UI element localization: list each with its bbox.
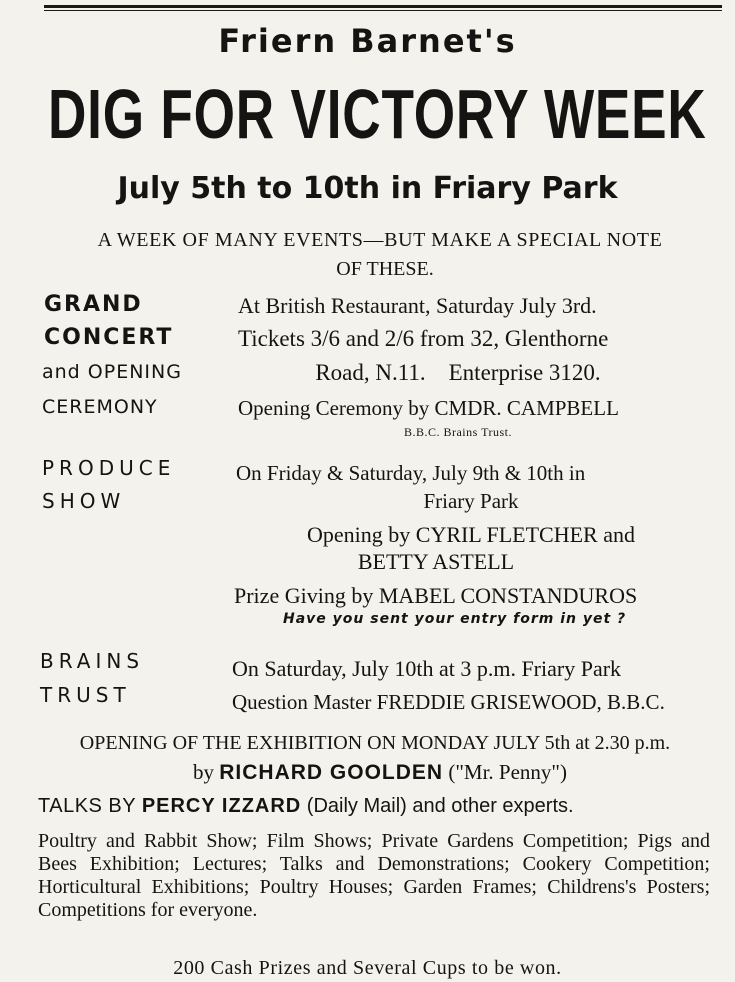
brains-detail-2: Question Master FREDDIE GRISEWOOD, B.B.C.	[232, 690, 665, 714]
exhibition-by: by	[193, 760, 220, 784]
produce-label-2: SHOW	[42, 489, 126, 513]
page-title: DIG FOR VICTORY WEEK	[48, 75, 707, 153]
exhibition-opener-name: RICHARD GOOLDEN	[219, 761, 444, 784]
concert-detail-2: Tickets 3/6 and 2/6 from 32, Glenthorne	[238, 326, 609, 351]
talks-line	[38, 795, 574, 818]
exhibition-opener-note: ("Mr. Penny")	[443, 760, 567, 784]
brains-label-2: TRUST	[40, 683, 131, 707]
produce-detail-1: On Friday & Saturday, July 9th & 10th in	[236, 461, 586, 485]
concert-label-3: and OPENING	[42, 361, 182, 383]
talks-speaker: PERCY IZZARD	[141, 795, 302, 817]
concert-label-1: GRAND	[44, 292, 143, 317]
concert-detail-5: B.B.C. Brains Trust.	[403, 425, 513, 439]
concert-label-2: CONCERT	[44, 325, 174, 350]
top-rule-thin	[44, 10, 722, 11]
talks-prefix: TALKS BY	[38, 795, 142, 817]
intro-line-2: OF THESE.	[336, 258, 434, 280]
concert-detail-4: Opening Ceremony by CMDR. CAMPBELL	[238, 396, 619, 420]
events-list-paragraph: Poultry and Rabbit Show; Film Shows; Private Gardens Competition; Pigs and Bees Exhibition; Lectures; Talks and Demonstrations; Cookery Competition; Horticultural Exhibitions; Poultry Houses; Garden Frames; Childrens's Posters; Competitions for everyone.	[38, 830, 710, 921]
talks-suffix: (Daily Mail) and other experts.	[301, 795, 574, 817]
closing-line: 200 Cash Prizes and Several Cups to be won.	[173, 957, 562, 979]
exhibition-line-1: OPENING OF THE EXHIBITION ON MONDAY JULY 5th at 2.30 p.m.	[79, 732, 671, 754]
brains-label-1: BRAINS	[40, 649, 145, 673]
produce-label-1: PRODUCE	[42, 456, 176, 480]
brains-detail-1: On Saturday, July 10th at 3 p.m. Friary Park	[232, 656, 622, 681]
produce-detail-3: Opening by CYRIL FLETCHER and	[307, 522, 635, 547]
produce-detail-6: Have you sent your entry form in yet ?	[283, 611, 627, 627]
produce-detail-4: BETTY ASTELL	[357, 549, 515, 574]
event-dates: July 5th to 10th in Friary Park	[117, 171, 618, 206]
exhibition-line-2	[0, 760, 735, 785]
concert-label-4: CEREMONY	[42, 396, 158, 418]
title-wrap	[48, 75, 720, 153]
concert-detail-1: At British Restaurant, Saturday July 3rd.	[238, 293, 597, 318]
intro-line-1: A WEEK OF MANY EVENTS—BUT MAKE A SPECIAL NOTE	[97, 229, 663, 251]
presenter-name: Friern Barnet's	[218, 22, 517, 60]
concert-detail-3: Road, N.11. Enterprise 3120.	[315, 360, 601, 385]
produce-detail-5: Prize Giving by MABEL CONSTANDUROS	[234, 583, 638, 608]
top-rule	[44, 5, 722, 8]
produce-detail-2: Friary Park	[423, 489, 519, 513]
